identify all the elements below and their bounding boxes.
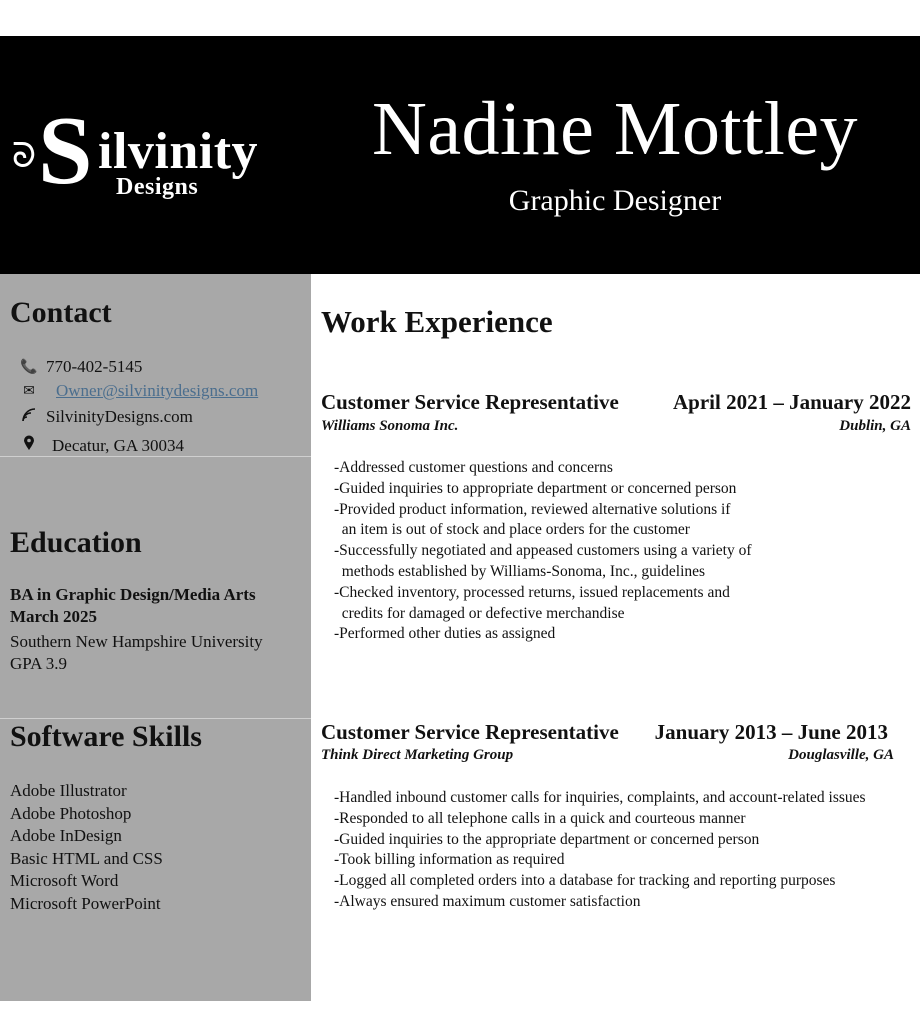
logo-subtitle: Designs [116,174,199,200]
education-heading: Education [10,526,142,559]
sidebar-divider [0,456,311,457]
duty-line: -Handled inbound customer calls for inquiries, complaints, and account-related issues [334,789,866,806]
duty-line: an item is out of stock and place orders for the customer [334,521,690,539]
duty-line: -Took billing information as required [334,851,565,869]
location-pin-icon [18,435,40,456]
duty-line: -Guided inquiries to appropriate department or concerned person [334,479,737,497]
address-text: Decatur, GA 30034 [52,435,184,455]
job-location: Dublin, GA [839,418,911,434]
job-title: Customer Service Representative [321,720,619,744]
job-dates: April 2021 – January 2022 [672,390,911,414]
applicant-name: Nadine Mottley [371,87,859,171]
duty-line: -Logged all completed orders into a database for tracking and reporting purposes [334,872,836,890]
logo-wordmark: ilvinity [98,123,259,180]
work-experience-heading: Work Experience [321,304,553,339]
duty-line: -Always ensured maximum customer satisfaction [334,892,641,910]
contact-address [18,435,184,456]
skill-item: Adobe Illustrator [10,781,127,800]
job-title: Customer Service Representative [321,390,619,414]
duty-line: -Guided inquiries to the appropriate department or concerned person [334,830,760,848]
applicant-job-title: Graphic Designer [508,184,722,217]
skill-item: Basic HTML and CSS [10,848,163,868]
logo-big-s: S [38,97,93,205]
job-company: Think Direct Marketing Group [321,747,514,763]
duty-line: methods established by Williams-Sonoma, Inc., guidelines [334,562,706,580]
phone-number: 770-402-5145 [46,357,143,376]
contact-phone [18,357,142,377]
envelope-icon: ✉ [23,383,35,399]
website-text: SilvinityDesigns.com [46,407,193,426]
skill-item: Microsoft PowerPoint [10,893,161,913]
duty-line: -Successfully negotiated and appeased customers using a variety of [334,542,752,560]
job-duties [334,788,866,913]
job-duties [334,458,752,645]
sidebar-divider [0,718,311,719]
job-location: Douglasville, GA [788,747,894,763]
duty-line: -Checked inventory, processed returns, issued replacements and [334,583,730,601]
email-link[interactable]: Owner@silvinitydesigns.com [56,381,259,400]
duty-line: -Provided product information, reviewed alternative solutions if [334,500,731,518]
degree-date: March 2025 [10,607,98,626]
job-dates: January 2013 – June 2013 [654,720,888,744]
gpa: GPA 3.9 [10,654,68,673]
duty-line: -Performed other duties as assigned [334,625,556,643]
degree-name: BA in Graphic Design/Media Arts [10,585,256,604]
duty-line: -Addressed customer questions and concerns [334,459,613,476]
wifi-icon [18,408,40,427]
silvinity-designs-logo [12,97,282,242]
education-degree [10,584,310,628]
duty-line: -Responded to all telephone calls in a quick and courteous manner [334,809,746,827]
school-name: Southern New Hampshire University [10,632,263,651]
contact-website[interactable] [18,407,193,427]
skill-item: Adobe Photoshop [10,803,132,823]
phone-icon: 📞 [20,359,38,375]
duty-line: credits for damaged or defective merchandise [334,604,625,622]
software-skills-heading: Software Skills [10,720,202,753]
skill-item: Adobe InDesign [10,826,122,846]
skill-item: Microsoft Word [10,871,119,891]
job-company: Williams Sonoma Inc. [321,418,459,434]
contact-email[interactable] [18,381,258,401]
skills-list [10,780,163,916]
resume-header [0,36,920,274]
contact-heading: Contact [10,296,112,329]
logo-swirl: ᘐ [12,138,36,175]
